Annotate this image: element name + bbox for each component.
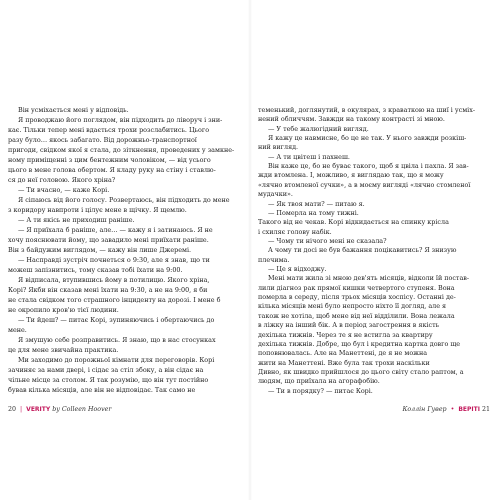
- text-line: бував кілька місяців, але він не відповідає. Так само не: [8, 386, 196, 394]
- text-line: з коридору навпроти і цілує мене в щічку. Я щемлю.: [8, 206, 187, 214]
- left-page-number: 20: [8, 406, 17, 413]
- text-line: в ліжку на інший бік. А в період загострення в якість: [258, 321, 440, 330]
- text-line: плечима.: [258, 255, 290, 264]
- text-line: А чому ти досі не був бажання поцікавитись? Я знизую: [268, 246, 457, 255]
- text-line: — Ти в порядку? — питає Корі.: [268, 386, 373, 395]
- text-line: Ми заходимо до порожньої кімнати для переговорів. Корі: [18, 356, 215, 364]
- text-line: також не хотіла, щоб мене від неї відділили. Вона лежала: [258, 311, 455, 320]
- footer-by: by: [52, 406, 60, 413]
- text-line: Він усміхається мені у відповідь.: [18, 106, 129, 114]
- text-line: — Ти вчасно, — каже Корі.: [18, 186, 110, 194]
- text-line: Я проводжаю його поглядом, він підходить до ліворуч і зни-: [18, 116, 223, 124]
- author-name: Коллін Гувер: [402, 406, 447, 413]
- right-page-footer: [402, 405, 490, 414]
- book-brand: VERITY: [26, 406, 51, 413]
- text-line: кає. Тільки тепер мені вдається трохи розслабитись. Цього: [8, 126, 210, 134]
- text-line: — У тебе жалюгідний вигляд.: [268, 124, 369, 133]
- text-line: Я відписала, втупившись йому в потилицю. Якого хріна,: [18, 276, 210, 284]
- text-line: мудачки».: [258, 190, 293, 199]
- text-line: не стала свідком того страшного інциденту на дорозі. І мене б: [8, 296, 221, 304]
- text-line: кілька місяців мені було непросто ніхто її догляд, але я: [258, 302, 447, 311]
- text-line: лили діагноз рак прямої кишки четвертого ступеня. Вона: [258, 283, 455, 292]
- book-gutter: [248, 0, 252, 500]
- text-line: — Ти йдеш? — питає Корі, зупиняючись і обертаючись до: [18, 316, 215, 324]
- text-line: — Померла на тому тижні.: [268, 208, 359, 217]
- footer-separator: |: [20, 406, 23, 413]
- text-line: чільне місце за столом. Я так розумію, що він тут постійно: [8, 376, 209, 384]
- text-line: це для мене звичайна практика.: [8, 346, 119, 354]
- text-line: дехілька тижнів. Через те я не встигла за квартиру: [258, 330, 433, 339]
- footer-separator: •: [450, 406, 455, 413]
- text-line: — Я приїхала б раніше, але… — кажу я і затинаюсь. Я не: [18, 226, 213, 234]
- text-line: зачиняє за нами двері, і сідає за стіл збоку, а він сідає на: [8, 366, 204, 374]
- text-line: «лячно втомленої сучки», а в моєму вигляді «лячно стомленої: [258, 180, 471, 189]
- text-line: Я сіпаюсь від його голосу. Розвертаюсь, він підходить до мене: [18, 196, 230, 204]
- text-line: ному приміщенні з цим бентежним чоловіком, — від усього: [8, 156, 211, 164]
- text-line: ся до неї головою. Якого хріна?: [8, 176, 116, 184]
- right-page-number: 21: [481, 406, 490, 413]
- text-line: Він каже це, бо не буває такого, щоб я цвіла і пахла. Я зав-: [268, 162, 469, 171]
- text-line: пригоди, свідком якої я стала, до зіткнення, проведених у замкне-: [8, 146, 235, 154]
- text-line: Я змушую себе розправитись. Я знаю, що в нас стосунках: [18, 336, 216, 344]
- text-line: людям, що приїхала на агорафобію.: [258, 377, 380, 386]
- right-page-text: [258, 105, 490, 395]
- left-page-text: [8, 105, 240, 395]
- left-page-footer: [8, 405, 111, 414]
- author-name: Colleen Hoover: [61, 406, 112, 413]
- text-line: можеш запізнитись, тому сказав тобі їхати на 9:00.: [8, 266, 183, 274]
- text-line: Дивно, як швидко прийшлося до цього світу стало раптом, а: [258, 367, 464, 376]
- text-line: — Як твоя мати? — питаю я.: [268, 199, 365, 208]
- text-line: не окропило кров'ю тієї людини.: [8, 306, 119, 314]
- text-line: Я кажу це навмисне, бо це не так. У нього завжди розкіш-: [268, 134, 467, 143]
- text-line: — А ти цвітеш і пахнеш.: [268, 152, 350, 161]
- text-line: мене.: [8, 326, 27, 334]
- text-line: — Це я відходжу.: [268, 265, 327, 274]
- text-line: нений обличчям. Завжди на такому контрасті зі мною.: [258, 115, 445, 124]
- text-line: поповнювалась. Але на Манеттені, де я не можна: [258, 349, 428, 358]
- text-line: разу було… якось забагато. Від дорожньо-транспортної: [8, 136, 197, 144]
- text-line: — А ти якісь не приходиш раніше.: [18, 216, 135, 224]
- text-line: — Насправді зустріч почнеться о 9:30, але я знав, що ти: [18, 256, 210, 264]
- book-brand: ВЕРІТІ: [458, 406, 480, 413]
- text-line: Мені мати жила зі мною дев'ять місяців, відколи їй постав-: [268, 274, 470, 283]
- text-line: дехілька тижнів. Добре, що бул і кредитна картка довго ще: [258, 339, 461, 348]
- text-line: ний вигляд.: [258, 143, 299, 152]
- text-line: жити на Манеттені. Вже була так трохи наскільки: [258, 358, 430, 367]
- text-line: теменький, доглянутий, в окулярах, з краваткою на шиї і усміх-: [258, 106, 475, 114]
- text-line: Такого від не чекав. Корі відкидається на спинку крісла: [258, 218, 449, 227]
- text-line: померла в середу, після трьох місяців хоспісу. Останні де-: [258, 293, 456, 302]
- text-line: цього в мене голова обертом. Я кладу руку на стіну і ставлю-: [8, 166, 216, 174]
- text-line: Корі? Якби він сказав мені їхати на 9:30, а не на 9:00, я би: [8, 286, 208, 294]
- text-line: хочу пояснювати йому, що завадило мені приїхати раніше.: [8, 236, 209, 244]
- text-line: — Чому ти нічого мені не сказала?: [268, 236, 387, 245]
- text-line: і схиляє голову набік.: [258, 227, 332, 236]
- text-line: Він з байдужим виглядом, — кажу він лише Джеремі.: [8, 246, 192, 254]
- text-line: жди втомлена. І, можливо, я виглядаю так, що я можу: [258, 171, 444, 180]
